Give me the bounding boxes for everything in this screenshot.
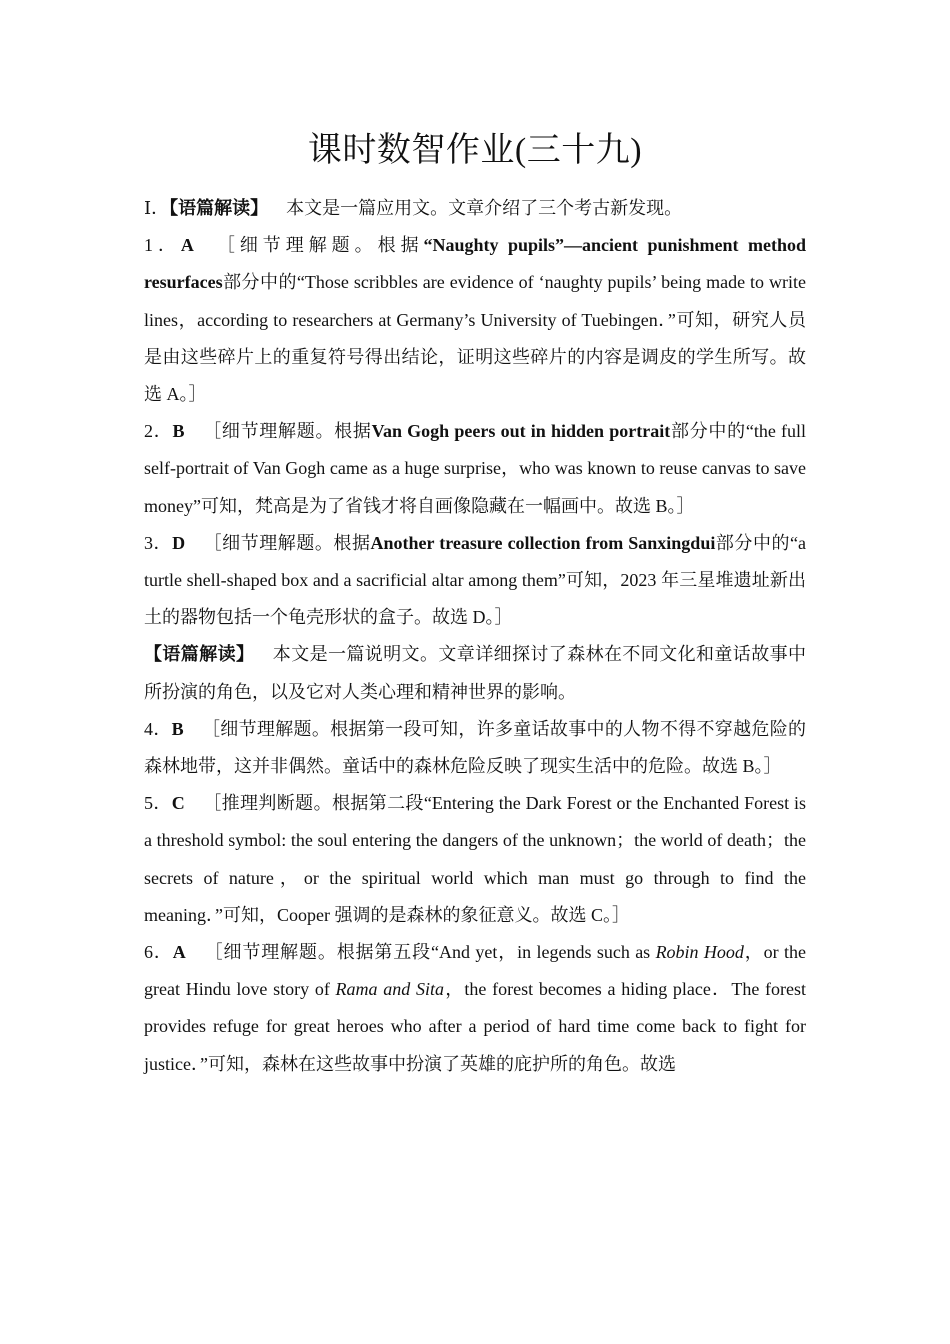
question-number: 1． <box>144 235 181 256</box>
answer-letter: C <box>171 793 185 814</box>
answer-2 <box>144 413 806 525</box>
document-body <box>144 190 806 1083</box>
explanation-heading-ref: Van Gogh peers out in hidden portrait <box>371 421 671 442</box>
answer-6 <box>144 934 806 1083</box>
explanation-text: ，or the great Hindu love story of <box>144 942 807 1000</box>
explanation-heading-ref: “Naughty pupils”—ancient punishment method resurfaces <box>144 235 806 293</box>
answer-1 <box>144 227 806 413</box>
explanation-text: ［细节理解题。根据 <box>211 235 424 256</box>
section-summary: 本文是一篇说明文。文章详细探讨了森林在不同文化和童话故事中所扮演的角色，以及它对人类心理和精神世界的影响。 <box>144 644 807 702</box>
answer-letter: A <box>172 942 186 963</box>
explanation-text: ［推理判断题。根据第二段“Entering the Dark Forest or the Enchanted Forest is a threshold symbol: the soul entering the dangers of the unknown；the world of death；the secrets of nature，or the spiritual world which man must go through to find the meaning．”可知，Cooper 强调的是森林的象征意义。故选 C。］ <box>144 793 806 925</box>
story-title: Rama and Sita <box>335 979 444 1000</box>
section-label: 【语篇解读】 <box>144 644 255 665</box>
explanation-text: 部分中的“a turtle shell-shaped box and a sacrificial altar among them”可知，2023 年三星堆遗址新出土的器物包括一个龟壳形状的盒子。故选 D。］ <box>144 532 807 628</box>
explanation-text: ［细节理解题。根据第一段可知，许多童话故事中的人物不得不穿越危险的森林地带，这并非偶然。童话中的森林危险反映了现实生活中的危险。故选 B。］ <box>144 718 807 777</box>
explanation-text: 部分中的“Those scribbles are evidence of ‘naughty pupils’ being made to write lines，according to researchers at Germany’s University of Tuebingen．”可知，研究人员是由这些碎片上的重复符号得出结论，证明这些碎片的内容是调皮的学生所写。故选 A。］ <box>144 272 806 405</box>
question-number: 6． <box>144 942 173 963</box>
question-number: 2． <box>144 421 173 442</box>
section-1-intro <box>144 190 806 227</box>
answer-letter: A <box>180 235 194 256</box>
answer-letter: B <box>171 718 184 739</box>
answer-letter: D <box>172 532 186 553</box>
question-number: 5． <box>144 793 172 814</box>
explanation-heading-ref: Another treasure collection from Sanxingdui <box>370 532 716 553</box>
section-summary: 本文是一篇应用文。文章介绍了三个考古新发现。 <box>286 198 683 218</box>
answer-5 <box>144 785 806 934</box>
explanation-text: ［细节理解题。根据 <box>202 421 372 442</box>
section-2-intro <box>144 636 806 710</box>
section-label: 【语篇解读】 <box>169 198 269 218</box>
page-title: 课时数智作业(三十九) <box>307 132 643 169</box>
explanation-text: 部分中的“the full self-portrait of Van Gogh came as a huge surprise，who was known to reuse canvas to save money”可知，梵高是为了省钱才将自画像隐藏在一幅画中。故选 B。］ <box>144 421 807 516</box>
section-number: Ⅰ． <box>144 198 170 218</box>
question-number: 4． <box>144 718 172 739</box>
explanation-text: ［细节理解题。根据第五段“And yet，in legends such as <box>203 942 656 963</box>
question-number: 3． <box>144 532 173 553</box>
story-title: Robin Hood <box>655 942 744 963</box>
answer-letter: B <box>172 421 185 442</box>
answer-4 <box>144 711 806 785</box>
answer-3 <box>144 525 806 637</box>
explanation-text: ，the forest becomes a hiding place．The forest provides refuge for great heroes who after a period of hard time come back to fight for justice．”可知，森林在这些故事中扮演了英雄的庇护所的角色。故选 <box>144 979 807 1074</box>
explanation-text: ［细节理解题。根据 <box>203 532 371 553</box>
